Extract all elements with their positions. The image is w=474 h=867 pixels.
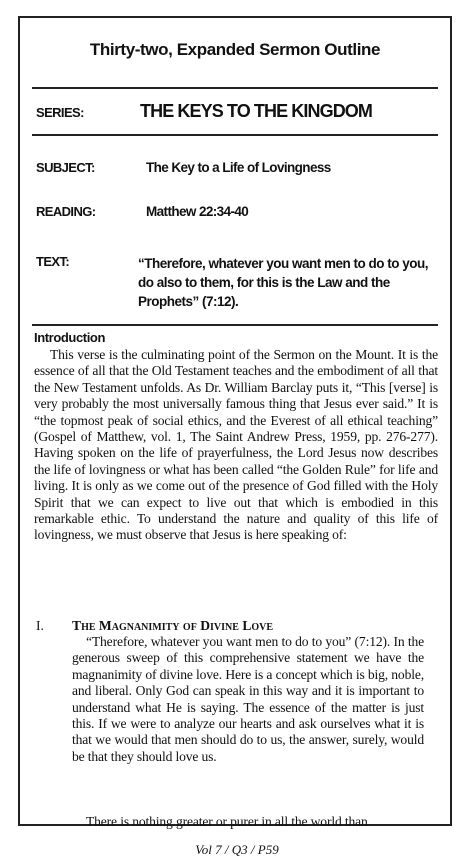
text-value: “Therefore, whatever you want men to do to you, do also to them, for this is the Law and the Prophets” (7:12). [138,256,429,309]
page-footer: Vol 7 / Q3 / P59 [195,842,279,857]
series-label: SERIES: [36,105,84,120]
divider-top [32,87,438,89]
series-value: THE KEYS TO THE KINGDOM [140,101,372,121]
subject-label: SUBJECT: [36,160,95,175]
divider-series [32,134,438,136]
section-number: I. [36,618,44,633]
divider-text [32,324,438,326]
subject-value: The Key to a Life of Lovingness [146,160,331,175]
introduction-heading: Introduction [34,330,106,345]
page-title: Thirty-two, Expanded Sermon Outline [89,40,381,59]
reading-value: Matthew 22:34-40 [146,204,249,219]
section-title: The Magnanimity of Divine Love [72,618,274,633]
section-continuation: There is nothing greater or purer in all the world than [86,814,368,829]
introduction-paragraph: This verse is the culminating point of the Sermon on the Mount. It is the essence of all that the Old Testament teaches and the embodiment of all that the New Testament unfolds. As Dr. William Barclay puts it, “This [verse] is very probably the most universally famous thing that Jesus ever said.” It is “the topmost peak of social ethics, and the Everest of all ethical teaching” (Gospel of Matthew, vol. 1, The Saint Andrew Press, 1959, pp. 276-277). Having spoken on the life of prayerfulness, the Lord Jesus now describes the life of lovingness or what has been called “the Golden Rule” for life and living. It is only as we come out of the presence of God filled with the Holy Spirit that we can expect to live out that which is embodied in this remarkable ethic. To understand the nature and quality of this life of lovingness, we must observe that Jesus is here speaking of: [34,347,438,543]
text-label: TEXT: [36,254,70,269]
reading-label: READING: [36,204,96,219]
section-paragraph: “Therefore, whatever you want men to do to you” (7:12). In the generous sweep of this comprehensive statement we have the magnanimity of divine love. Here is a concept which is big, noble, and liberal. Only God can speak in this way and it is important to understand what He is saying. The essence of the matter is just this. If we were to analyze our hearts and ask ourselves what it is that we would that men should do to us, the answer, surely, would be that they should love us. [72,634,424,764]
